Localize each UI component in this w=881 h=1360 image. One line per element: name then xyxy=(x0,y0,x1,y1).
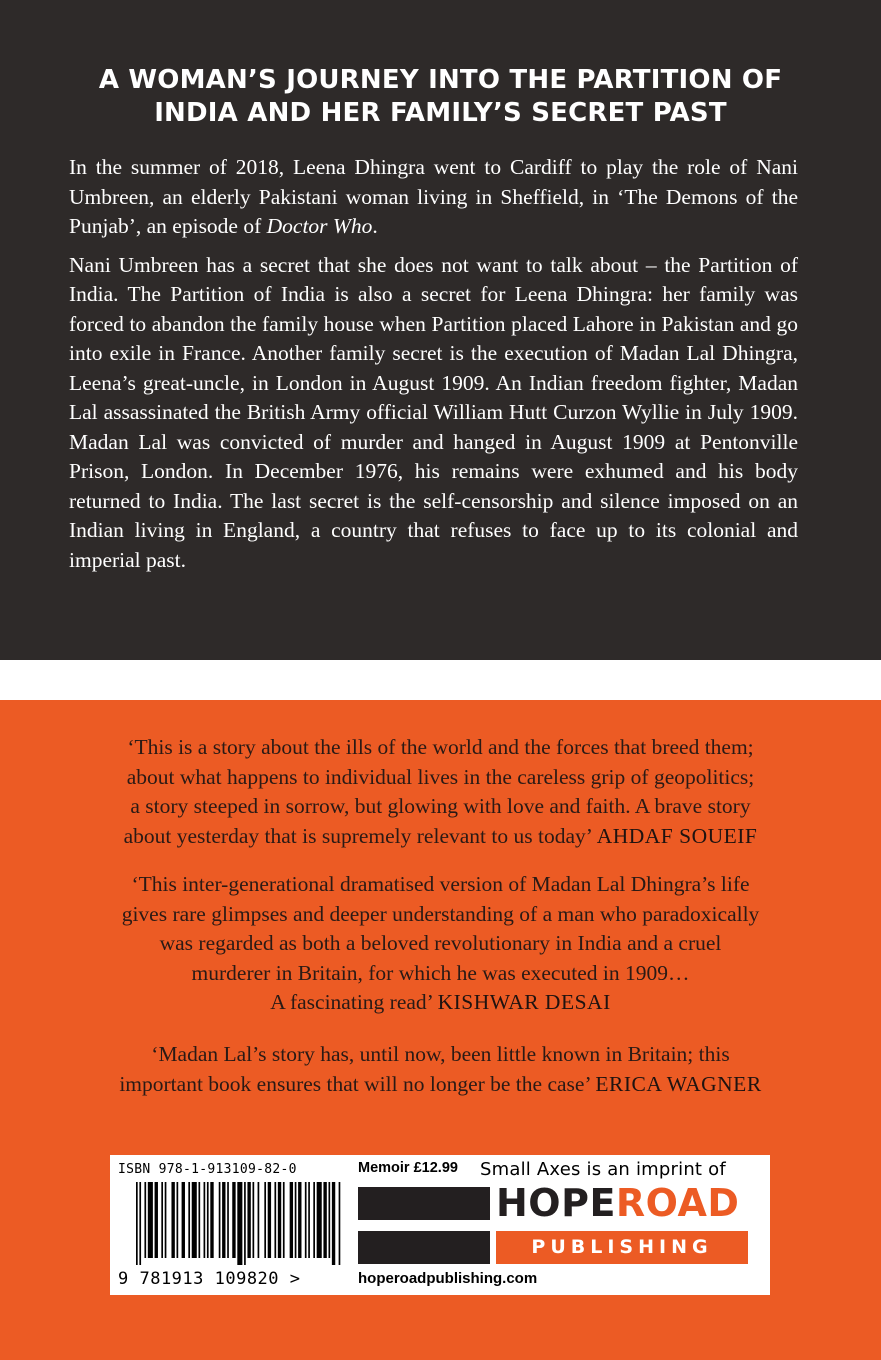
synopsis-p1-text: In the summer of 2018, Leena Dhingra went to Cardiff to play the role of Nani Umbreen, an elderly Pakistani woman living in Sheffield, in ‘The Demons of the Punjab’, an episode of xyxy=(69,155,798,238)
barcode-icon xyxy=(136,1182,342,1265)
barcode-publisher-box xyxy=(110,1155,770,1295)
barcode-bar xyxy=(328,1182,330,1258)
barcode-bar xyxy=(171,1182,174,1258)
barcode-bar xyxy=(332,1182,335,1265)
quote-text: important book ensures that will no longer be the case’ xyxy=(119,1071,591,1096)
synopsis-paragraph-2: Nani Umbreen has a secret that she does not want to talk about – the Partition of India. The Partition of India is also a secret for Leena Dhingra: her family was forced to abandon the family house when Partition placed Lahore in Pakistan and go into exile in France. Another family secret is the execution of Madan Lal Dhingra, Leena’s great-uncle, in London in August 1909. An Indian freedom fighter, Madan Lal assassinated the British Army official William Hutt Curzon Wyllie in July 1909. Madan Lal was convicted of murder and hanged in August 1909 at Pentonville Prison, London. In December 1976, his remains were exhumed and his body returned to India. The last secret is the self-censorship and silence imposed on an Indian living in England, a country that refuses to face up to its colonial and imperial past. xyxy=(69,252,798,572)
barcode-bar xyxy=(227,1182,229,1258)
synopsis-paragraph-1 xyxy=(69,153,798,242)
barcode-bar xyxy=(295,1182,297,1258)
barcode-bar xyxy=(237,1182,242,1265)
endorsement-quote-2 xyxy=(55,870,826,1018)
barcode-bar xyxy=(210,1182,213,1258)
barcode-bar xyxy=(165,1182,167,1258)
barcode-bar xyxy=(232,1182,235,1258)
barcode-bar xyxy=(222,1182,225,1258)
barcode-bar xyxy=(278,1182,281,1258)
logo-dark-block xyxy=(358,1187,490,1220)
barcode-bar xyxy=(298,1182,301,1258)
barcode-bar xyxy=(148,1182,153,1258)
back-cover-top-panel xyxy=(0,0,881,660)
quote-line: ‘Madan Lal’s story has, until now, been little known in Britain; this xyxy=(151,1042,730,1066)
headline-line-1: A WOMAN’S JOURNEY INTO THE PARTITION OF xyxy=(98,65,783,95)
logo-word-hope: HOPE xyxy=(496,1181,616,1225)
quote-last-line xyxy=(55,822,826,852)
white-divider-band xyxy=(0,660,881,700)
barcode-bar xyxy=(177,1182,179,1258)
barcode-bar xyxy=(274,1182,276,1258)
barcode-bar xyxy=(247,1182,250,1258)
barcode-bar xyxy=(188,1182,190,1258)
quote-line: about what happens to individual lives in the careless grip of geopolitics; xyxy=(126,764,755,789)
logo-word-road: ROAD xyxy=(615,1181,740,1225)
logo-publishing-bar: PUBLISHING xyxy=(496,1231,748,1264)
headline-line-2: INDIA AND HER FAMILY’S SECRET PAST xyxy=(154,98,727,128)
barcode-bar xyxy=(264,1182,266,1258)
barcode-bar xyxy=(204,1182,206,1258)
barcode-bar xyxy=(244,1182,246,1265)
logo-dark-block-lower xyxy=(358,1231,490,1264)
quote-line: gives rare glimpses and deeper understanding of a man who paradoxically xyxy=(121,901,760,926)
barcode-bar xyxy=(219,1182,221,1258)
synopsis-blurb xyxy=(69,153,798,584)
barcode-bar xyxy=(313,1182,315,1258)
quote-author: ERICA WAGNER xyxy=(595,1071,762,1096)
barcode-digits: 9 781913 109820 > xyxy=(118,1269,301,1289)
endorsement-quote-3 xyxy=(55,1040,826,1099)
barcode-bar xyxy=(139,1182,141,1265)
synopsis-p1-title: Doctor Who xyxy=(266,214,373,238)
publisher-website: hoperoadpublishing.com xyxy=(358,1270,538,1287)
barcode-bar xyxy=(317,1182,322,1258)
endorsement-quote-1 xyxy=(55,733,826,851)
barcode-bar xyxy=(198,1182,200,1258)
barcode-bar xyxy=(290,1182,293,1258)
cover-headline xyxy=(40,64,841,130)
barcode-bar xyxy=(268,1182,271,1258)
quote-line: ‘This inter-generational dramatised version of Madan Lal Dhingra’s life xyxy=(131,872,750,896)
barcode-bar xyxy=(192,1182,197,1258)
quote-last-line xyxy=(55,988,826,1018)
barcode-bar xyxy=(253,1182,255,1258)
quote-line: a story steeped in sorrow, but glowing with love and faith. A brave story xyxy=(130,794,751,818)
barcode-bar xyxy=(207,1182,209,1258)
synopsis-p1-end: . xyxy=(372,214,378,238)
barcode-bar xyxy=(323,1182,326,1258)
quote-text: A fascinating read’ xyxy=(270,990,433,1014)
price-label: Memoir £12.99 xyxy=(358,1160,458,1176)
barcode-bar xyxy=(161,1182,163,1258)
barcode-bar xyxy=(258,1182,260,1258)
isbn-label: ISBN 978-1-913109-82-0 xyxy=(118,1162,297,1177)
quote-author: KISHWAR DESAI xyxy=(437,990,611,1014)
barcode-bar xyxy=(136,1182,138,1265)
barcode-bar xyxy=(305,1182,307,1258)
barcode-bar xyxy=(155,1182,158,1258)
barcode-bar xyxy=(182,1182,185,1258)
quote-line: ‘This is a story about the ills of the world and the forces that breed them; xyxy=(127,735,754,759)
imprint-label: Small Axes is an imprint of xyxy=(480,1159,726,1180)
quote-line: was regarded as both a beloved revolutionary in India and a cruel xyxy=(159,931,722,955)
quote-author: AHDAF SOUEIF xyxy=(596,823,758,848)
quote-last-line xyxy=(55,1070,826,1100)
barcode-bar xyxy=(283,1182,285,1258)
quote-line: murderer in Britain, for which he was executed in 1909… xyxy=(191,960,690,985)
barcode-bar xyxy=(144,1182,146,1258)
publisher-logo-wordmark xyxy=(496,1181,739,1225)
barcode-bar xyxy=(308,1182,310,1258)
barcode-bar xyxy=(339,1182,341,1265)
quote-text: about yesterday that is supremely relevant to us today’ xyxy=(123,823,592,848)
